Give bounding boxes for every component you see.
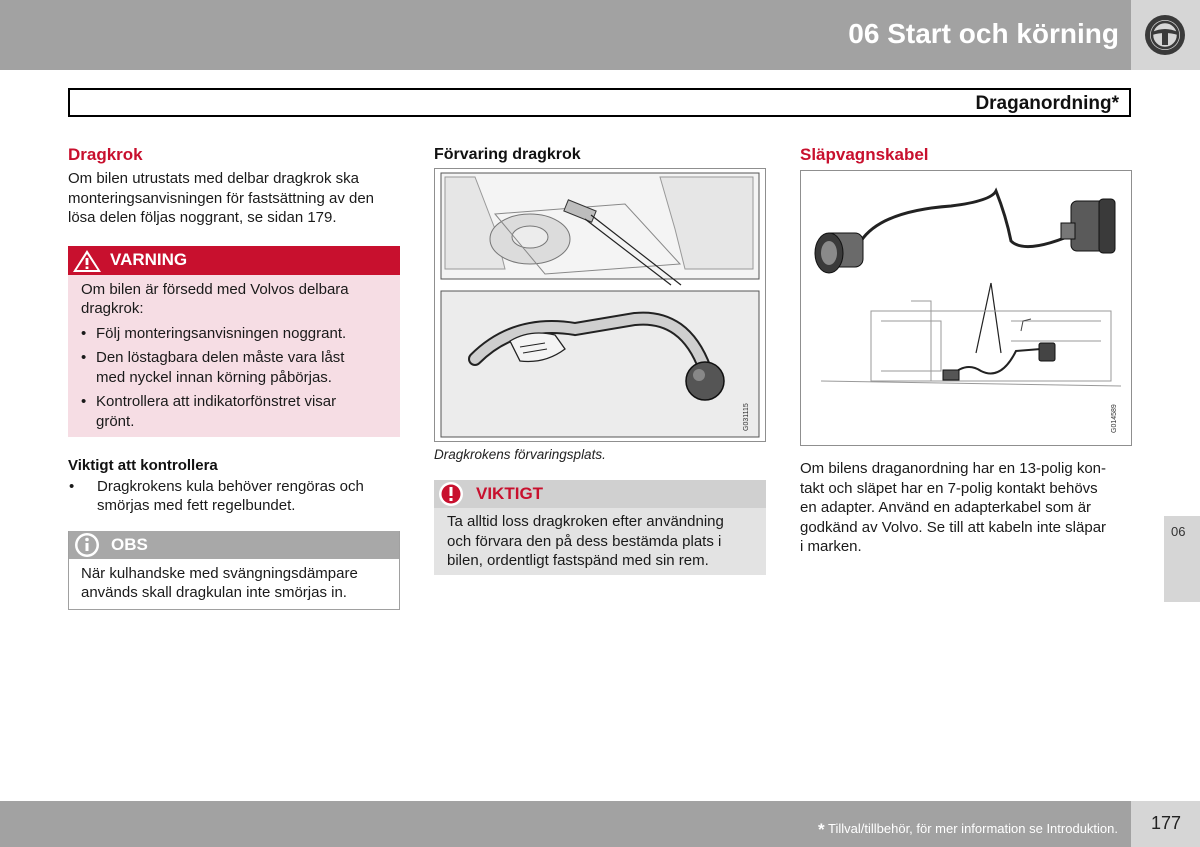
warning-line: dragkrok:: [81, 300, 144, 317]
important-line: och förvara den på dess bestämda plats i: [447, 532, 722, 550]
important-line: Ta alltid loss dragkroken efter användning: [447, 513, 724, 530]
heading-slapvagnskabel: Släpvagnskabel: [800, 145, 929, 164]
check-line: smörjas med fett regelbundet.: [97, 497, 296, 514]
important-label: VIKTIGT: [476, 484, 544, 503]
intro-text: [68, 169, 400, 228]
important-line: bilen, ordentligt fastspänd med sin rem.: [447, 552, 709, 569]
figure-code: G031115: [743, 403, 750, 431]
figure-cable: [800, 170, 1132, 446]
list-item: • Följ monteringsanvisningen noggrant.: [68, 324, 400, 344]
intro-line: monteringsanvisningen för fastsättning av den: [68, 189, 375, 207]
warning-box: [68, 246, 400, 437]
column-dragkrok: [68, 144, 400, 610]
footer-note: [818, 818, 1118, 838]
section-title: Draganordning*: [975, 93, 1119, 114]
obs-line: används skall dragkulan inte smörjas in.: [81, 584, 347, 601]
cable-body-text: [800, 459, 1132, 557]
bullet-dot: •: [69, 477, 75, 495]
list-item: • Den löstagbara delen måste vara låst med nyckel innan körning påbörjas.: [68, 348, 400, 387]
list-item: • Kontrollera att indikatorfönstret visar grönt.: [68, 392, 400, 431]
heading-viktigt-att-kontrollera: Viktigt att kontrollera: [68, 456, 218, 474]
body-line: godkänd av Volvo. Se till att kabeln inte släpar: [800, 518, 1107, 536]
footer-star: *: [818, 820, 825, 839]
warning-header: [68, 246, 400, 275]
important-header: [434, 480, 766, 508]
side-tab-label: 06: [1171, 524, 1186, 539]
footer-note-text: Tillval/tillbehör, för mer information se Introduktion.: [828, 821, 1118, 836]
check-line: Dragkrokens kula behöver rengöras och: [97, 477, 364, 495]
heading-forvaring-dragkrok: Förvaring dragkrok: [434, 146, 581, 163]
plug-13-pin: [815, 233, 863, 273]
body-line: en adapter. Använd en adapterkabel som är: [800, 499, 1092, 516]
exclamation-icon: [438, 481, 464, 507]
column-forvaring: [434, 144, 766, 166]
page-number: 177: [1151, 813, 1182, 833]
figure-caption: Dragkrokens förvaringsplats.: [434, 447, 606, 462]
body-line: Om bilens draganordning har en 13-polig kon-: [800, 460, 1107, 477]
section-title-box: [68, 88, 1131, 117]
steering-wheel-icon: [1143, 13, 1187, 57]
important-text: [434, 508, 766, 571]
footer: [0, 801, 1131, 847]
obs-text: [69, 559, 399, 603]
page-number-box: [1131, 801, 1200, 847]
chapter-icon-box: [1131, 0, 1200, 70]
body-line: takt och släpet har en 7-polig kontakt behövs: [800, 479, 1098, 497]
chapter-title: 06 Start och körning: [848, 18, 1119, 49]
warning-label: VARNING: [110, 249, 188, 269]
obs-label: OBS: [111, 534, 148, 554]
obs-box: [68, 531, 400, 610]
heading-dragkrok: Dragkrok: [68, 145, 143, 164]
storage-illustration: [435, 169, 765, 441]
obs-header: [69, 531, 399, 559]
warning-line: Om bilen är försedd med Volvos delbara: [81, 280, 349, 298]
socket-7-pin: [1061, 199, 1115, 253]
intro-line: lösa delen följas noggrant, se sidan 179.: [68, 209, 337, 226]
figure-code: G014589: [1111, 404, 1118, 433]
important-box: [434, 480, 766, 575]
intro-line: Om bilen utrustats med delbar dragkrok ska: [68, 170, 359, 187]
warning-text: [68, 275, 400, 319]
warning-triangle-icon: [72, 249, 102, 273]
body-line: i marken.: [800, 538, 862, 555]
warning-bullets: [68, 324, 400, 432]
cable-illustration: [801, 171, 1131, 445]
chapter-header: [0, 0, 1131, 70]
chapter-side-tab: [1164, 516, 1200, 602]
obs-line: När kulhandske med svängningsdämpare: [81, 564, 358, 582]
figure-storage: [434, 168, 766, 442]
column-slapvagnskabel: [800, 144, 1132, 166]
info-icon: [74, 532, 100, 558]
check-bullet: [68, 477, 400, 516]
